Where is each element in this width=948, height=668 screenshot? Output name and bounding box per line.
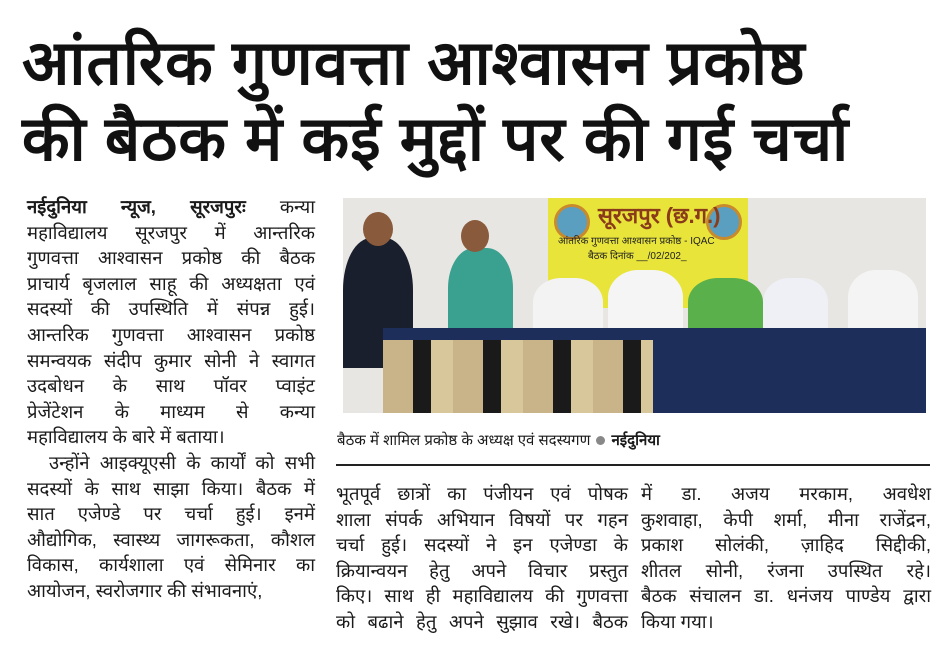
article-line: सदस्यों की उपस्थिति में संपन्न हुई। (27, 298, 315, 320)
article-line: सात एजेण्डे पर चर्चा हुई। इनमें (27, 503, 315, 525)
article-line: कुशवाहा, केपी शर्मा, मीना राजेंद्रन, (641, 508, 931, 530)
caption-text: बैठक में शामिल प्रकोष्ठ के अध्यक्ष एवं सदस्यगण (337, 432, 591, 449)
article-column-left (27, 194, 315, 604)
dateline: नईदुनिया न्यूज, सूरजपुरः (27, 196, 246, 217)
article-column-middle (336, 481, 628, 635)
article-line: उदबोधन के साथ पॉवर प्वाइंट (27, 375, 315, 397)
banner-title: सूरजपुर (छ.ग.) (598, 203, 721, 228)
divider (336, 464, 930, 466)
article-line: विकास, कार्यशाला एवं सेमिनार का (27, 554, 315, 576)
headline-line-1: आंतरिक गुणवत्ता आश्वासन प्रकोष्ठ (22, 29, 806, 98)
person-head (461, 220, 489, 252)
article-line: भूतपूर्व छात्रों का पंजीयन एवं पोषक (336, 483, 628, 504)
person-head (363, 212, 393, 246)
article-line: महाविद्यालय सूरजपुर में आन्तरिक (27, 221, 315, 243)
article-line: आन्तरिक गुणवत्ता आश्वासन प्रकोष्ठ (27, 323, 315, 345)
article-line: चर्चा हुई। सदस्यों ने इन एजेण्डा के (336, 534, 628, 556)
article-line: सदस्यों के साथ साझा किया। बैठक में (27, 477, 315, 499)
article-line: प्राचार्य बृजलाल साहू की अध्यक्षता एवं (27, 272, 315, 294)
article-line: बैठक संचालन डा. धनंजय पाण्डेय द्वारा (641, 585, 931, 607)
article-line: प्रेजेंटेशन के माध्यम से कन्या (27, 400, 315, 422)
article-column-right (641, 481, 931, 635)
article-line: किए। साथ ही महाविद्यालय की गुणवत्ता (336, 585, 628, 607)
article-line: को बढाने हेतु अपने सुझाव रखे। बैठक (336, 610, 628, 632)
bullet-icon (596, 436, 605, 445)
article-line: आयोजन, स्वरोजगार की संभावनाएं, (27, 579, 263, 601)
article-line: नईदुनिया न्यूज, सूरजपुरः कन्या (27, 196, 316, 217)
college-logo-icon (554, 204, 590, 240)
banner-date: बैठक दिनांक __/02/202_ (588, 251, 687, 262)
article-line: किया गया। (641, 610, 714, 632)
article-line: क्रियान्वयन हेतु अपने विचार प्रस्तुत (336, 559, 628, 581)
article-line: उन्होंने आइक्यूएसी के कार्यों को सभी (49, 451, 315, 473)
banner-line: आंतरिक गुणवत्ता आश्वासन प्रकोष्ठ - IQAC (558, 236, 715, 247)
meeting-table (383, 328, 926, 413)
article-line: में डा. अजय मरकाम, अवधेश (641, 483, 931, 504)
article-line: शीतल सोनी, रंजना उपस्थित रहे। (641, 559, 931, 581)
photo-caption (337, 430, 660, 450)
news-photo (343, 198, 926, 413)
article-line: शाला संपर्क अभियान विषयों पर गहन (336, 508, 628, 530)
article-line: महाविद्यालय के बारे में बताया। (27, 426, 225, 448)
article-line: गुणवत्ता आश्वासन प्रकोष्ठ की बैठक (27, 247, 315, 269)
caption-source: नईदुनिया (611, 432, 660, 449)
article-line: औद्योगिक, स्वास्थ्य जागरूकता, कौशल (27, 528, 315, 550)
article-line: प्रकाश सोलंकी, ज़ाहिद सिद्दीकी, (641, 534, 931, 556)
article-line: समन्वयक संदीप कुमार सोनी ने स्वागत (27, 349, 315, 371)
headline-line-2: की बैठक में कई मुद्दों पर की गई चर्चा (22, 105, 850, 174)
